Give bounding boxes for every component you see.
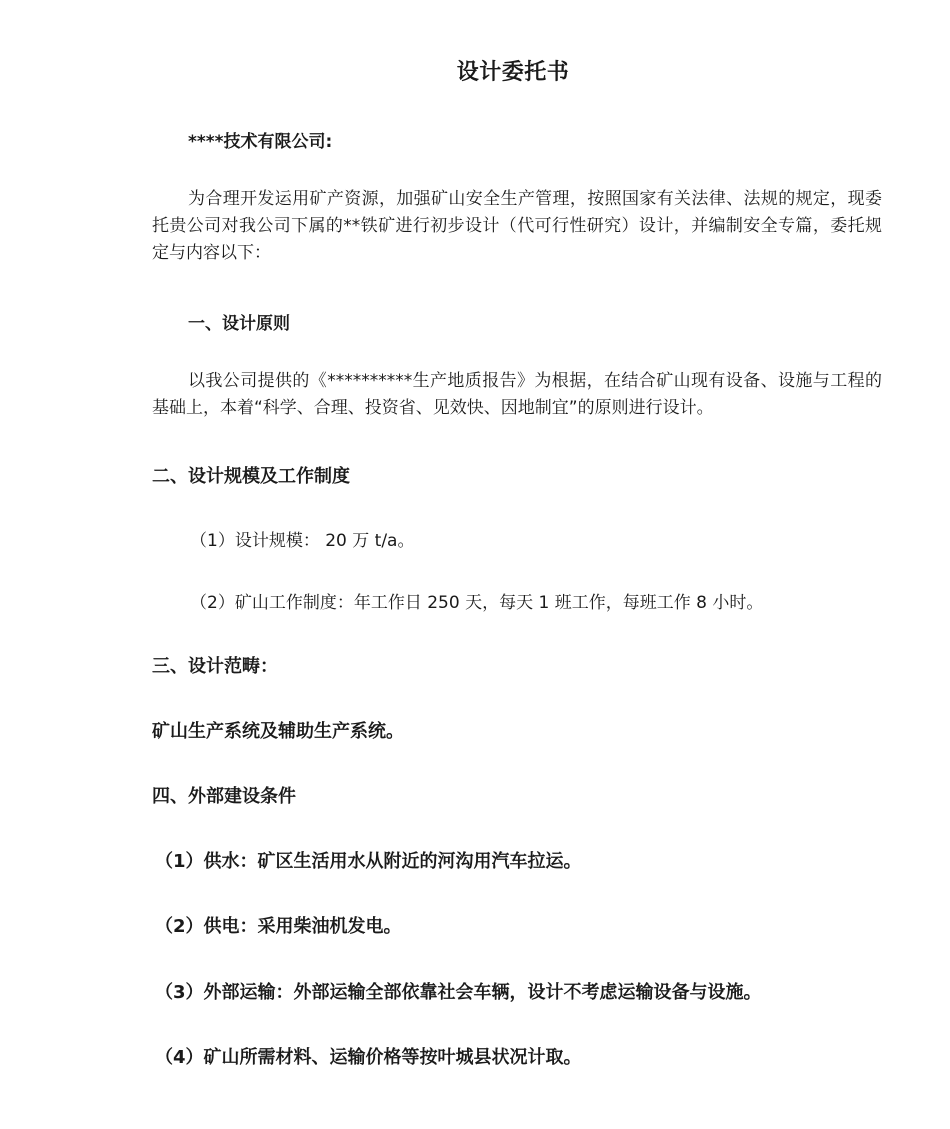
- section4-item-water: （1）供水：矿区生活用水从附近的河沟用汽车拉运。: [155, 851, 582, 872]
- intro-paragraph: 为合理开发运用矿产资源，加强矿山安全生产管理，按照国家有关法律、法规的规定，现委托贵公司对我公司下属的**铁矿进行初步设计（代可行性研究）设计，并编制安全专篇，委托规定与内容以下：: [152, 189, 882, 263]
- section4-item-transport: （3）外部运输：外部运输全部依靠社会车辆，设计不考虑运输设备与设施。: [155, 982, 762, 1003]
- section3-text: 矿山生产系统及辅助生产系统。: [152, 721, 404, 742]
- section4-item-power: （2）供电：采用柴油机发电。: [155, 916, 402, 937]
- section2-heading: 二、设计规模及工作制度: [152, 466, 350, 487]
- section3-heading: 三、设计范畴：: [152, 656, 278, 677]
- addressee: ****技术有限公司:: [188, 132, 333, 152]
- section1-paragraph: 以我公司提供的《**********生产地质报告》为根据，在结合矿山现有设备、设施与工程的基础上，本着“科学、合理、投资省、见效快、因地制宜”的原则进行设计。: [152, 371, 882, 418]
- document-title: 设计委托书: [456, 60, 570, 85]
- section1-heading: 一、设计原则: [188, 314, 290, 334]
- section2-item-schedule: （2）矿山工作制度：年工作日 250 天，每天 1 班工作，每班工作 8 小时。: [190, 593, 764, 613]
- section4-heading: 四、外部建设条件: [152, 786, 296, 807]
- section4-item-materials: （4）矿山所需材料、运输价格等按叶城县状况计取。: [155, 1047, 582, 1068]
- section2-item-scale: （1）设计规模： 20 万 t/a。: [190, 531, 415, 551]
